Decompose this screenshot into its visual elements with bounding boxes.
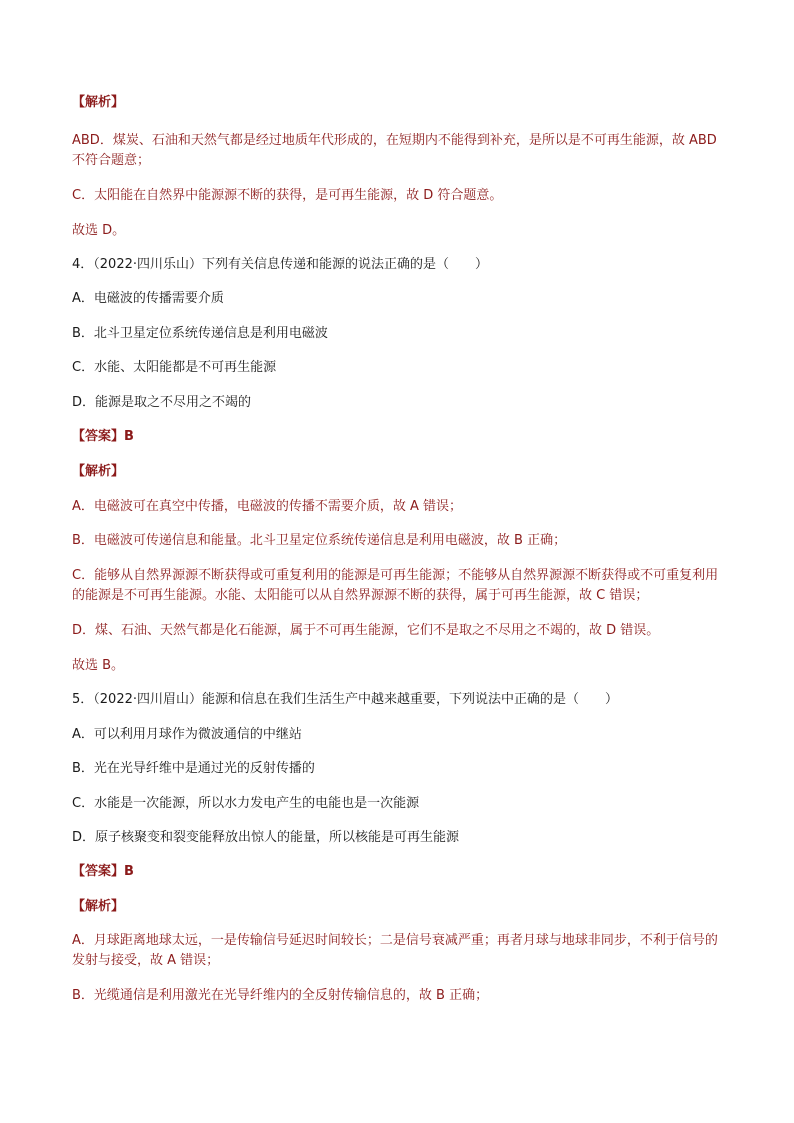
question-4-analysis-c: C．能够从自然界源源不断获得或可重复利用的能源是可再生能源；不能够从自然界源源不断获得或不可重复利用的能源是不可再生能源。水能、太阳能可以从自然界源源不断的获得，属于可再生能源，故 C 错误； — [72, 568, 719, 603]
question-5-analysis-a: A．月球距离地球太远，一是传输信号延迟时间较长；二是信号衰减严重；再者月球与地球非同步，不利于信号的发射与接受，故 A 错误； — [72, 933, 718, 968]
question-4-stem: 4．（2022·四川乐山）下列有关信息传递和能源的说法正确的是（ ） — [72, 257, 488, 272]
question-4-option-c: C．水能、太阳能都是不可再生能源 — [72, 360, 277, 375]
question-5-option-d: D．原子核聚变和裂变能释放出惊人的能量，所以核能是可再生能源 — [72, 830, 460, 845]
question-4-analysis-d: D．煤、石油、天然气都是化石能源，属于不可再生能源，它们不是取之不尽用之不竭的，故 D 错误。 — [72, 623, 660, 638]
question-5-option-a: A．可以利用月球作为微波通信的中继站 — [72, 727, 302, 742]
question-4-option-b: B．北斗卫星定位系统传递信息是利用电磁波 — [72, 326, 328, 341]
question-5-option-b: B．光在光导纤维中是通过光的反射传播的 — [72, 761, 315, 776]
analysis-line-abd: ABD．煤炭、石油和天然气都是经过地质年代形成的，在短期内不能得到补充，是所以是不可再生能源，故 ABD 不符合题意； — [72, 133, 717, 168]
question-4-conclusion: 故选 B。 — [72, 658, 125, 673]
question-4-analysis-b: B．电磁波可传递信息和能量。北斗卫星定位系统传递信息是利用电磁波，故 B 正确； — [72, 533, 567, 548]
question-4-analysis-a: A．电磁波可在真空中传播，电磁波的传播不需要介质，故 A 错误； — [72, 499, 463, 514]
question-5-stem: 5．（2022·四川眉山）能源和信息在我们生活生产中越来越重要，下列说法中正确的是（ ） — [72, 692, 618, 707]
document-page — [72, 0, 732, 1123]
question-4-analysis-label: 【解析】 — [72, 464, 125, 479]
question-5-analysis-label: 【解析】 — [72, 899, 125, 914]
analysis-label: 【解析】 — [72, 95, 125, 110]
question-4-option-d: D．能源是取之不尽用之不竭的 — [72, 395, 252, 410]
analysis-conclusion: 故选 D。 — [72, 223, 126, 238]
analysis-line-c: C．太阳能在自然界中能源源不断的获得，是可再生能源，故 D 符合题意。 — [72, 188, 503, 203]
question-5-analysis-b: B．光缆通信是利用激光在光导纤维内的全反射传输信息的，故 B 正确； — [72, 988, 489, 1003]
question-4-answer: 【答案】B — [72, 429, 134, 444]
question-5-answer: 【答案】B — [72, 864, 134, 879]
question-4-option-a: A．电磁波的传播需要介质 — [72, 291, 224, 306]
question-5-option-c: C．水能是一次能源，所以水力发电产生的电能也是一次能源 — [72, 796, 420, 811]
